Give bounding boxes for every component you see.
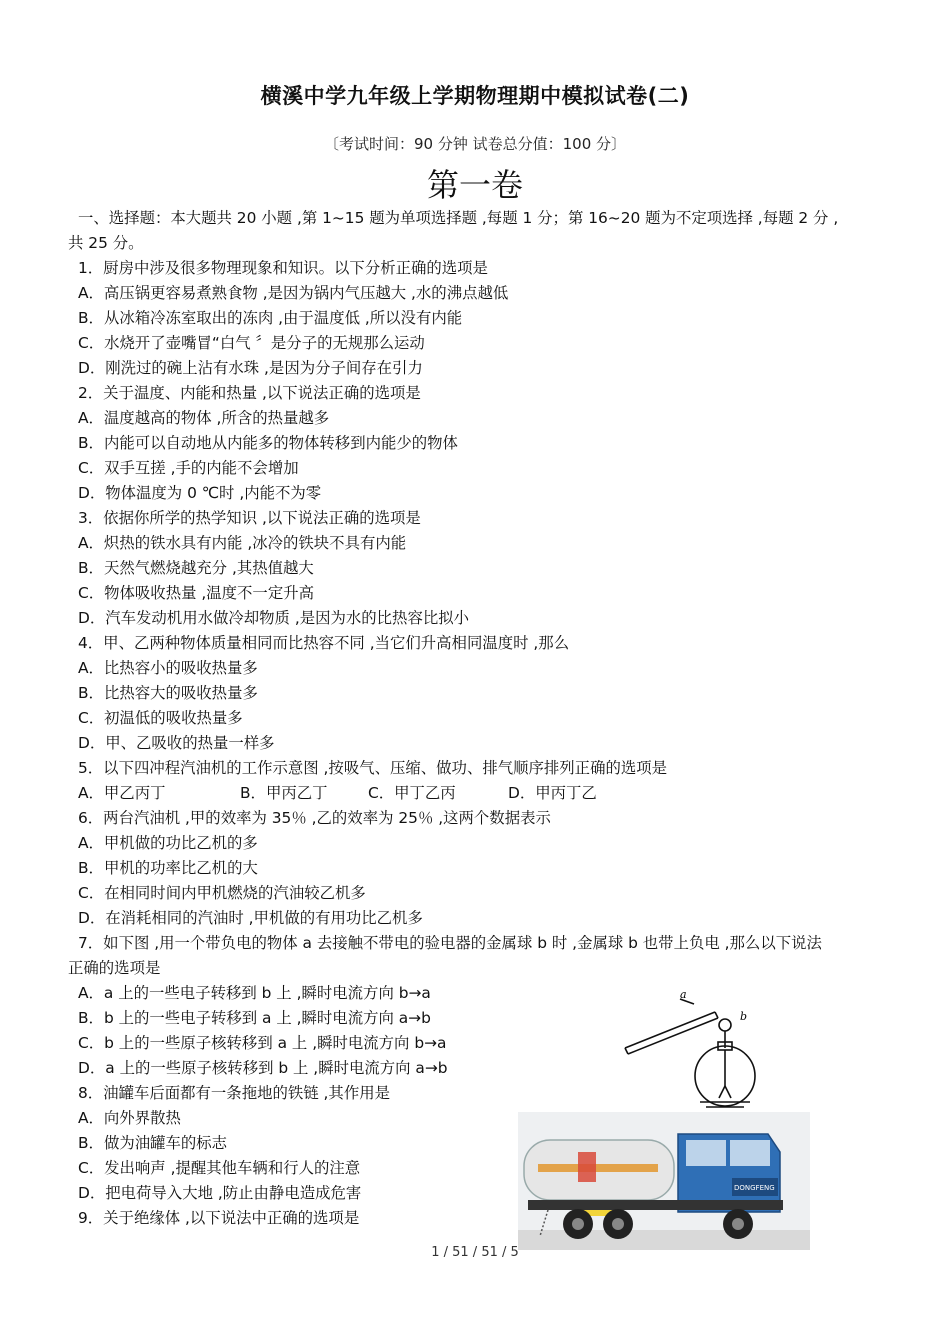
question-stem: 6．两台汽油机 ,甲的效率为 35％ ,乙的效率为 25％ ,这两个数据表示 <box>78 809 551 827</box>
answer-option: D．a 上的一些原子核转移到 b 上 ,瞬时电流方向 a→b <box>78 1059 448 1077</box>
answer-option: C．物体吸收热量 ,温度不一定升高 <box>78 584 314 602</box>
answer-option: D．汽车发动机用水做冷却物质 ,是因为水的比热容比拟小 <box>78 609 470 627</box>
page-title: 横溪中学九年级上学期物理期中模拟试卷(二) <box>260 84 690 108</box>
answer-option: B．做为油罐车的标志 <box>78 1134 228 1152</box>
electroscope-figure <box>620 990 770 1110</box>
answer-option: C．发出响声 ,提醒其他车辆和行人的注意 <box>78 1159 361 1177</box>
answer-option: A．高压锅更容易煮熟食物 ,是因为锅内气压越大 ,水的沸点越低 <box>78 284 509 302</box>
answer-option: B．天然气燃烧越充分 ,其热值越大 <box>78 559 314 577</box>
answer-option: A．温度越高的物体 ,所含的热量越多 <box>78 409 330 427</box>
truck-brand: DONGFENG <box>734 1184 775 1192</box>
tanker-truck-photo <box>518 1112 810 1250</box>
question-stem: 4．甲、乙两种物体质量相同而比热容不同 ,当它们升高相同温度时 ,那么 <box>78 634 570 652</box>
volume-heading: 第一卷 <box>426 166 523 204</box>
answer-option: B．甲丙乙丁 <box>240 784 328 802</box>
metal-ball <box>719 1019 731 1031</box>
answer-option: D．甲、乙吸收的热量一样多 <box>78 734 275 752</box>
question-list <box>68 206 898 1231</box>
question-stem: 7．如下图 ,用一个带负电的物体 a 去接触不带电的验电器的金属球 b 时 ,金属球 b 也带上负电 ,那么以下说法 <box>78 934 822 952</box>
answer-option: B．甲机的功率比乙机的大 <box>78 859 258 877</box>
answer-option: C．甲丁乙丙 <box>368 784 456 802</box>
question-stem: 3．依据你所学的热学知识 ,以下说法正确的选项是 <box>78 509 421 527</box>
answer-option: B．比热容大的吸收热量多 <box>78 684 258 702</box>
page-number: 1 / 51 / 51 / 5 <box>431 1245 519 1260</box>
answer-option: B．b 上的一些电子转移到 a 上 ,瞬时电流方向 a→b <box>78 1009 431 1027</box>
question-stem: 1．厨房中涉及很多物理现象和知识。以下分析正确的选项是 <box>78 259 488 277</box>
answer-option: D．物体温度为 0 ℃时 ,内能不为零 <box>78 484 322 502</box>
section-intro-cont: 共 25 分。 <box>68 234 144 252</box>
answer-option-row <box>68 781 898 806</box>
question-stem: 2．关于温度、内能和热量 ,以下说法正确的选项是 <box>78 384 421 402</box>
truck-illustration <box>518 1112 810 1250</box>
answer-option: C．b 上的一些原子核转移到 a 上 ,瞬时电流方向 b→a <box>78 1034 447 1052</box>
answer-option: A．炽热的铁水具有内能 ,冰冷的铁块不具有内能 <box>78 534 407 552</box>
label-a: a <box>680 990 687 1001</box>
question-stem: 9．关于绝缘体 ,以下说法中正确的选项是 <box>78 1209 360 1227</box>
answer-option: B．从冰箱冷冻室取出的冻肉 ,由于温度低 ,所以没有内能 <box>78 309 463 327</box>
question-stem: 8．油罐车后面都有一条拖地的铁链 ,其作用是 <box>78 1084 390 1102</box>
question-stem-cont: 正确的选项是 <box>68 959 161 977</box>
answer-option: D．刚洗过的碗上沾有水珠 ,是因为分子间存在引力 <box>78 359 423 377</box>
answer-option: C．初温低的吸收热量多 <box>78 709 243 727</box>
section-intro: 一、选择题：本大题共 20 小题 ,第 1~15 题为单项选择题 ,每题 1 分；第 16~20 题为不定项选择 ,每题 2 分 , <box>78 209 839 227</box>
answer-option: A．a 上的一些电子转移到 b 上 ,瞬时电流方向 b→a <box>78 984 431 1002</box>
answer-option: A．向外界散热 <box>78 1109 181 1127</box>
answer-option: A．甲乙丙丁 <box>78 784 166 802</box>
answer-option: C．水烧开了壶嘴冒“白气 〞是分子的无规那么运动 <box>78 334 425 352</box>
answer-option: B．内能可以自动地从内能多的物体转移到内能少的物体 <box>78 434 458 452</box>
answer-option: C．在相同时间内甲机燃烧的汽油较乙机多 <box>78 884 366 902</box>
exam-info: 〔考试时间：90 分钟 试卷总分值：100 分〕 <box>323 135 627 153</box>
answer-option: D．甲丙丁乙 <box>508 784 597 802</box>
question-stem: 5．以下四冲程汽油机的工作示意图 ,按吸气、压缩、做功、排气顺序排列正确的选项是 <box>78 759 668 777</box>
answer-option: A．比热容小的吸收热量多 <box>78 659 258 677</box>
answer-option: A．甲机做的功比乙机的多 <box>78 834 258 852</box>
answer-option: D．把电荷导入大地 ,防止由静电造成危害 <box>78 1184 362 1202</box>
answer-option: C．双手互搓 ,手的内能不会增加 <box>78 459 299 477</box>
charged-rod <box>625 1012 715 1048</box>
answer-option: D．在消耗相同的汽油时 ,甲机做的有用功比乙机多 <box>78 909 423 927</box>
label-b: b <box>740 1010 748 1023</box>
